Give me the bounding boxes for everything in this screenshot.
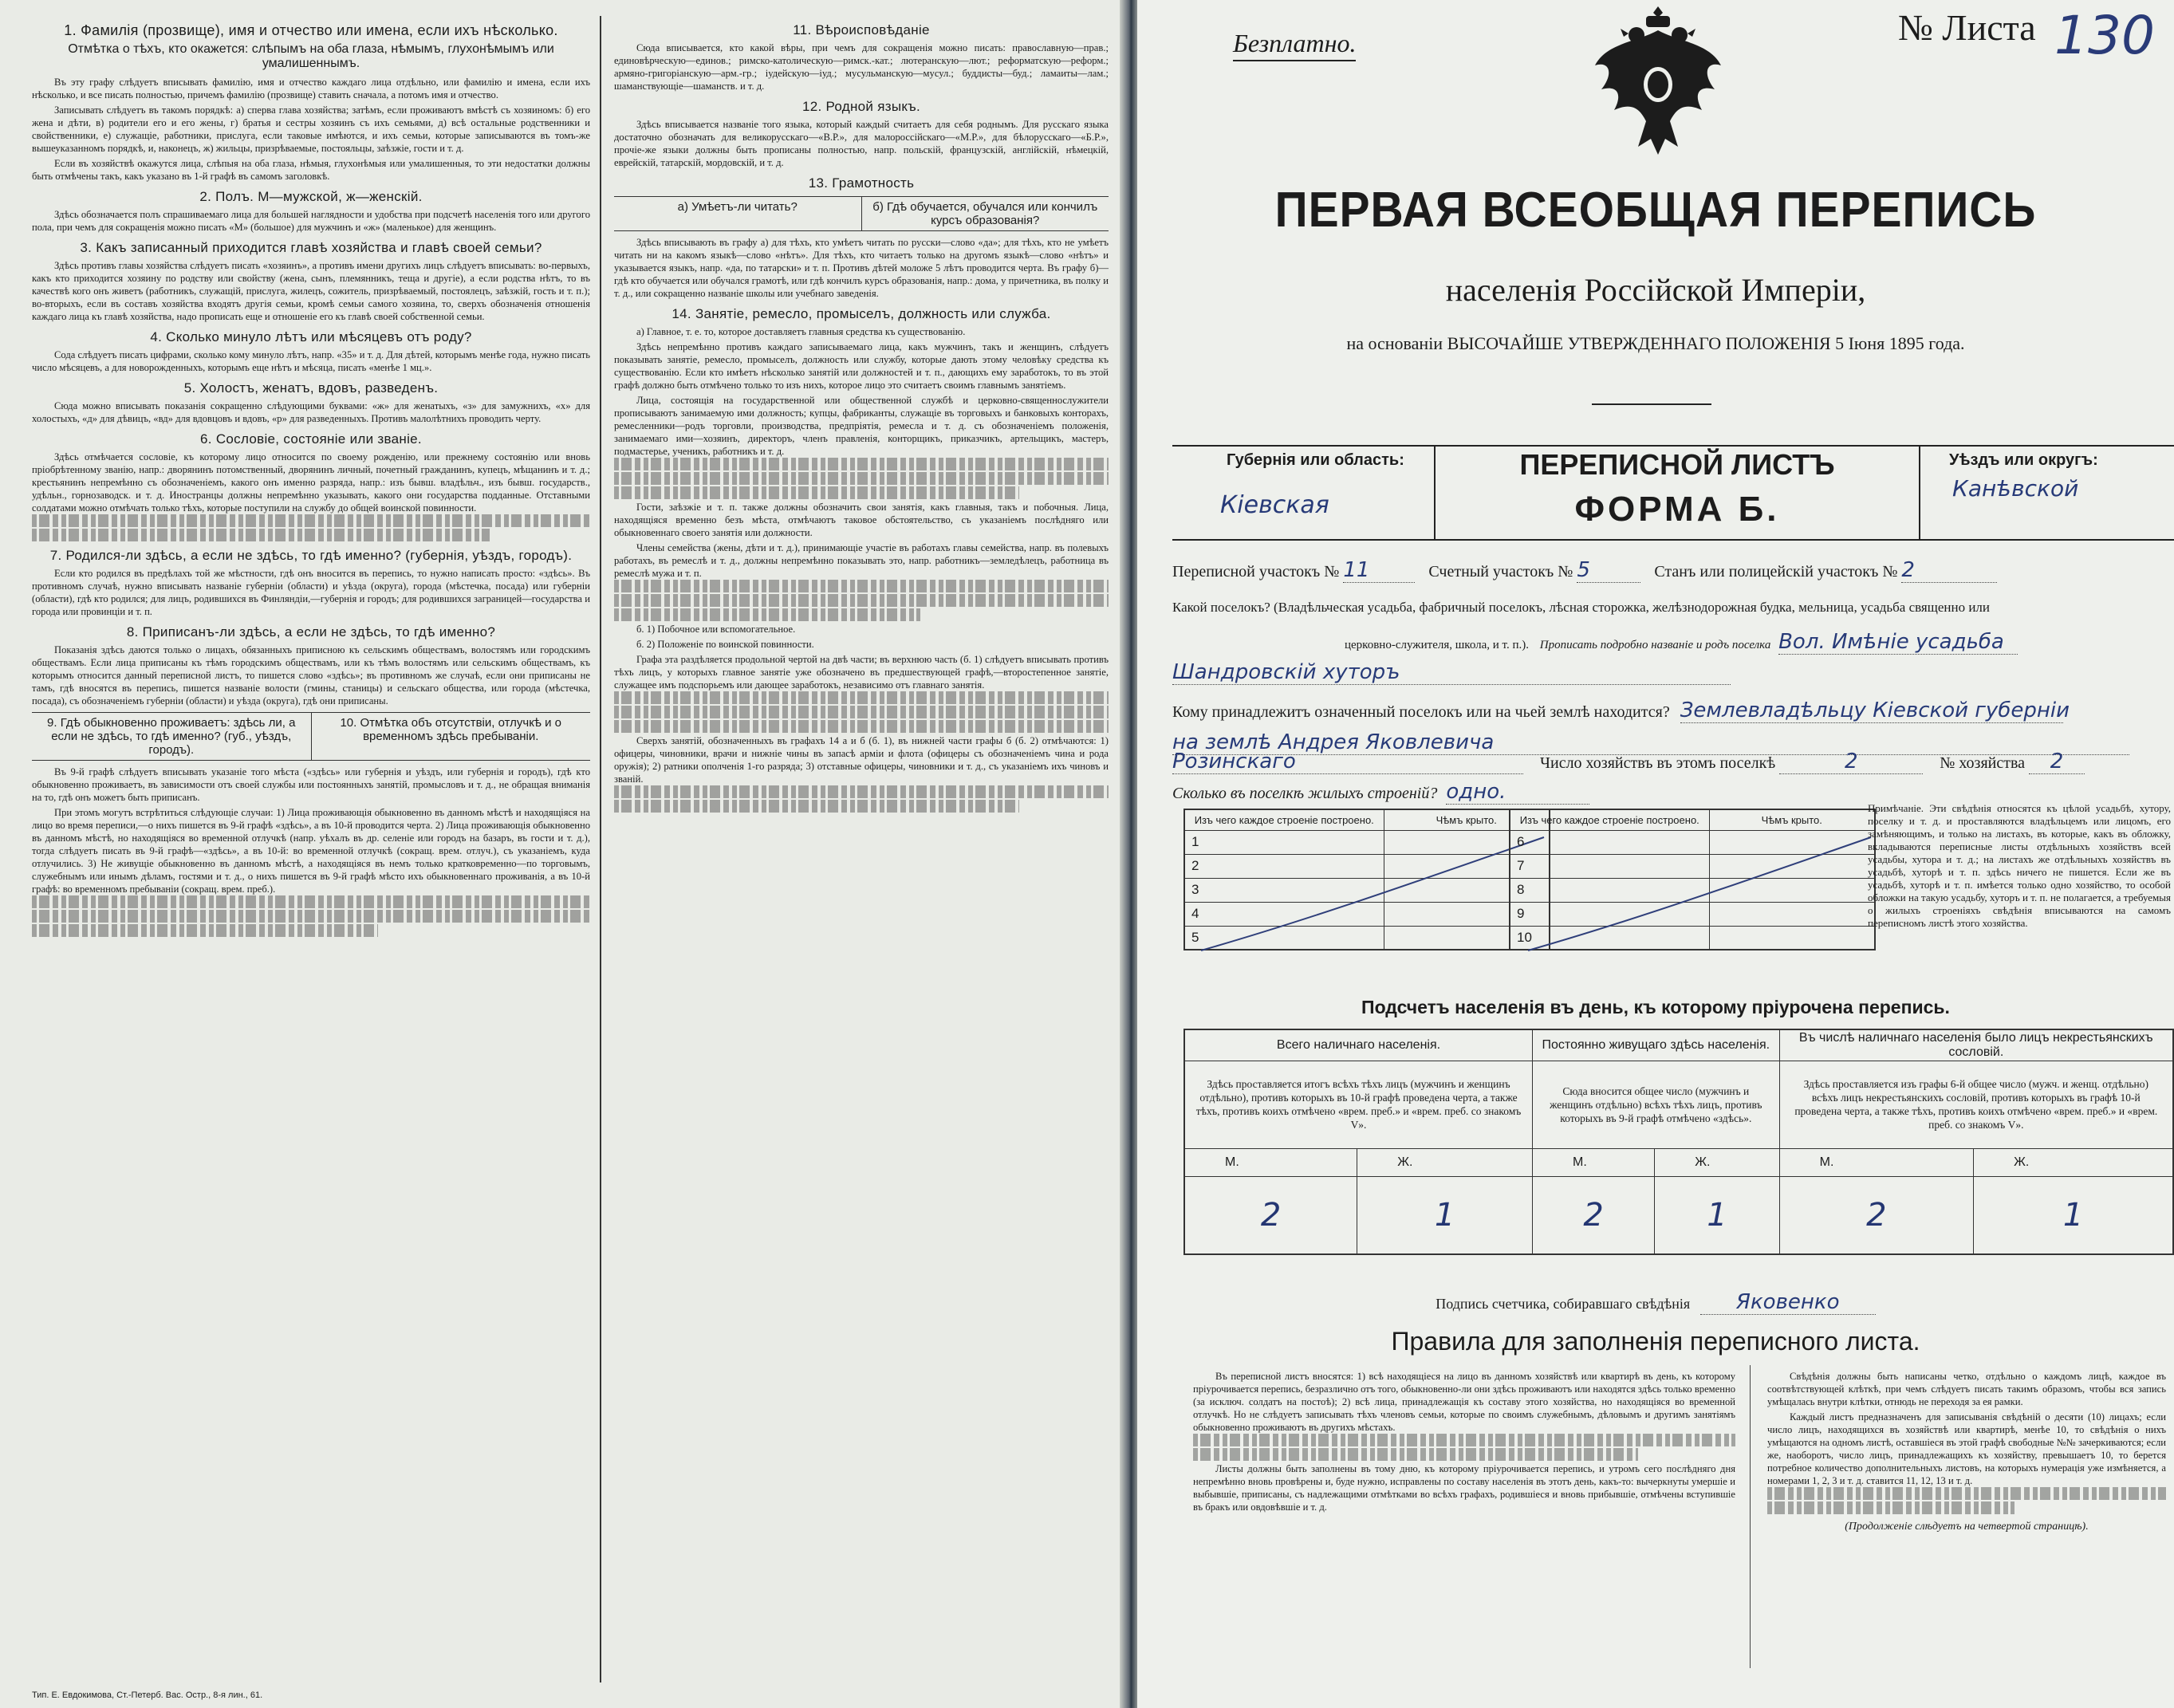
settlement-value: Вол. Имѣніе усадьба <box>1778 630 2018 655</box>
counting-district-value: 5 <box>1577 558 1640 583</box>
illegible-print-line <box>32 529 490 541</box>
section-14b-title: б. 1) Побочное или вспомогательное. <box>636 624 796 635</box>
illegible-print-line <box>614 458 1109 470</box>
section-7-text: Если кто родился въ предѣлахъ той же мѣстности, гдѣ онъ вносится въ перепись, то нужно написать просто: «здѣсь». Въ противномъ случаѣ, нужно вписывать названіе губерніи (области) и уѣзда (округа), города (мѣстечка, посада) или губерніи (области), гдѣ кто родился; для лицъ, родившихся въ Финляндіи,—губернія и городъ; для родившихся заграницей—государства и города или провинціи и т. п. <box>32 568 590 617</box>
households-value: 2 <box>1779 750 1923 774</box>
rules-column-2 <box>1767 1370 2166 1533</box>
owner-value-2: на землѣ Андрея Яковлевича <box>1172 730 2129 755</box>
buildings-column-material: Изъ чего каждое строеніе построено. <box>1184 809 1384 830</box>
stan-value: 2 <box>1901 558 1997 583</box>
section-12-title: 12. Родной языкъ. <box>801 99 921 114</box>
households-row <box>1172 750 2085 774</box>
section-12-text: Здѣсь вписывается названіе того языка, который каждый считаетъ для себя роднымъ. Для русскаго языка достаточно обозначать для великорусскаго—«В.Р.», для малороссійскаго—«М.Р.», для бѣлорусскаго—«Б.Р.», прочіе-же языки должны быть прописаны полностью, напр. польскій, французскій, англійскій, нѣмецкій, еврейскій, татарскій, мордовскій, и т. д. <box>614 119 1109 168</box>
count-group-description: Сюда вносится общее число (мужчинъ и женщинъ отдѣльно) всѣхъ тѣхъ лицъ, противъ которыхъ въ 9-й графѣ отмѣчено «здѣсь». <box>1533 1061 1780 1149</box>
male-column-label: М. <box>1779 1148 1973 1177</box>
rules-column-1 <box>1193 1370 1735 1513</box>
section-2-title: 2. Полъ. М—мужской, ж—женскій. <box>199 189 423 204</box>
illegible-print-line <box>614 580 1109 592</box>
settlement-row <box>1345 630 2018 655</box>
sub-title: населенія Россійской Имперіи, <box>1445 272 1866 308</box>
section-14-title: 14. Занятіе, ремесло, промыселъ, должность или служба. <box>671 306 1051 321</box>
sheet-number-label: № Листа <box>1898 7 2036 48</box>
form-title: ПЕРЕПИСНОЙ ЛИСТЪ <box>1519 448 1835 481</box>
enumerator-signature-row <box>1137 1290 2174 1315</box>
buildings-row-number: 9 <box>1510 902 1709 926</box>
illegible-print-line <box>614 486 1019 499</box>
count-group-title: Въ числѣ наличнаго населенія было лицъ некрестьянскихъ сословій. <box>1779 1029 2173 1061</box>
buildings-row-number: 10 <box>1510 926 1709 950</box>
district-cell <box>1919 447 2174 539</box>
male-column-label: М. <box>1533 1148 1655 1177</box>
buildings-row <box>1172 780 1589 805</box>
buildings-note: Примѣчаніе. Эти свѣдѣнія относятся къ цѣлой усадьбѣ, хутору, поселку и т. д. и проставляются владѣльцемъ или лицомъ, его замѣняющимъ, и только на листахъ, въ которые, какъ въ обложку, вкладываются переписные листы отдѣльныхъ хозяйствъ всей усадьбы, хутора и т. д.; на листахъ же отдѣльныхъ хозяйствъ въ усадьбѣ, хуторѣ и т. п. здѣсь ничего не пишется. Если же въ усадьбѣ, хуторѣ и т. п. имѣется только одно хозяйство, то особой обложки на такую усадьбу, хуторъ и т. п. не полагается, а требуемыя о жилыхъ строеніяхъ свѣдѣнія вписываются на самомъ переписномъ листѣ этого хозяйства. <box>1868 802 2171 929</box>
section-14-text: Здѣсь непремѣнно противъ каждаго записываемаго лица, какъ мужчинъ, такъ и женщинъ, слѣдуетъ показывать занятіе, ремесло, промыселъ, должность или службу, которые дають этому человѣку средства къ существованію. Если кто имѣетъ нѣсколько занятій или должностей и т. п., дающихъ ему заработокъ, то въ этой графѣ должно быть отмѣчено только то изъ нихъ, которое лицо это считаетъ своимъ главнымъ занятіемъ. <box>614 341 1109 391</box>
illegible-print-line <box>1193 1434 1735 1446</box>
rules-text: Каждый листъ предназначенъ для записыванія свѣдѣній о десяти (10) лицахъ; если число лицъ, находящихся въ хозяйствѣ или квартирѣ, менѣе 10, то свѣдѣнія о нихъ умѣщаются на одномъ листѣ, оставшіеся въ этой графѣ свободные №№ зачеркиваются; если же, наоборотъ, число лицъ, принадлежащихъ къ хозяйству, превышаетъ 10, то берется потребное количество дополнительныхъ листовъ, на которыхъ нумерація уже измѣняется, а номерами 1, 2, 3 и т. д. ставится 11, 12, 13 и т. д. <box>1767 1411 2166 1486</box>
settlement-note: Прописать подробно названіе и родъ поселка <box>1539 639 1771 651</box>
buildings-column-roof: Чѣмъ крыто. <box>1384 809 1550 830</box>
buildings-row-number: 3 <box>1184 878 1384 902</box>
section-14-text: Члены семейства (жены, дѣти и т. д.), принимающіе участіе въ работахъ главы семейства, напр. въ полевыхъ работахъ, въ ремеслѣ и т. д., должны непремѣнно показывать это, напр. работникъ—земледѣлецъ, работница въ ремеслѣ мужа и т. п. <box>614 542 1109 579</box>
signature-value: Яковенко <box>1700 1290 1876 1315</box>
count-group-description: Здѣсь проставляется итогъ всѣхъ тѣхъ лицъ (мужчинъ и женщинъ отдѣльно), противъ которыхъ въ 10-й графѣ проведена черта, а также тѣхъ, противъ коихъ отмѣчено «врем. преб.» и «врем. преб. со знакомъ V». <box>1184 1061 1533 1149</box>
section-14a-title: а) Главное, т. е. то, которое доставляетъ главныя средства къ существованію. <box>636 326 966 337</box>
section-11-text: Сюда вписывается, кто какой вѣры, при чемъ для сокращенія можно писать: православную—прав.; единовѣрческую—единов.; римско-католическую—римск.-кат.; лютеранскую—лют.; реформатскую—реформ.; армяно-григоріанскую—арм.-гр.; іудейскую—іуд.; мусульманскую—мусул.; буддисты—буд.; ламаиты—лам.; шаманствующіе—шаманств. и т. д. <box>614 42 1109 92</box>
buildings-value: одно. <box>1446 780 1589 805</box>
section-6-text: Здѣсь отмѣчается сословіе, къ которому лицо относится по своему рожденію, или прежнему состоянію или вновь пріобрѣтенному званію, напр.: дворянинъ потомственный, дворянинъ личный, почетный гражданинъ, купецъ, мѣщанинъ и т. д.; крестьянинъ непремѣнно съ обозначеніемъ, какого онъ именно разряда, напр.: изъ бывш. владѣльч., изъ бывш. государств., удѣльн., горнозаводск. и т. д. Иностранцы должны непремѣнно указывать, какого они государства подданные. Отставными солдатами можно отмѣчать только тѣхъ, которые поступили на службу до общей воинской повинности. <box>32 451 590 514</box>
section-8-title: 8. Приписанъ-ли здѣсь, а если не здѣсь, то гдѣ именно? <box>126 624 496 640</box>
female-column-label: Ж. <box>1974 1148 2173 1177</box>
section-13-title: 13. Грамотность <box>808 175 915 191</box>
province-cell <box>1172 447 1436 539</box>
illegible-print-line <box>614 608 920 621</box>
owner-value: Землевладѣльцу Кіевской губерніи <box>1680 699 2070 722</box>
settlement-label-2: церковно-служителя, школа, и т. п.). <box>1345 639 1529 651</box>
section-1-text: Записывать слѣдуетъ въ такомъ порядкѣ: а) сперва глава хозяйства; затѣмъ, если проживаютъ вмѣстѣ съ хозяиномъ: б) его жена и дѣти, в) родители его и его жены, г) братья и сестры хозяинъ съ ихъ семьями, д) всѣ остальные родственники и свойственники, е) служащіе, работники, прислуга, если таковые имѣются, и ихъ семьи, которые записываются въ томъ-же вышеуказанномъ порядкѣ, и, наконецъ, ж) жильцы, призрѣваемые, постояльцы, заѣзжіе, гости и т. д. <box>32 104 590 154</box>
illegible-print-line <box>614 785 1109 798</box>
section-1-subtitle: Отмѣтка о тѣхъ, кто окажется: слѣпымъ на оба глаза, нѣмымъ, глухонѣмымъ или умалишеннымъ. <box>68 42 554 70</box>
section-11-title: 11. Вѣроисповѣданіе <box>793 22 930 37</box>
sheet-number-value: 130 <box>2054 5 2155 66</box>
buildings-row-number: 1 <box>1184 830 1384 854</box>
household-number-value: 2 <box>2029 750 2085 774</box>
section-5-text: Сюда можно вписывать показанія сокращенно слѣдующими буквами: «ж» для женатыхъ, «з» для замужнихъ, «х» для холостыхъ, «д» для дѣвицъ, «вд» для вдовцовъ и вдовъ, «р» для разведенныхъ. Противъ малолѣтнихъ проводить черту. <box>32 400 590 424</box>
illegible-print-line <box>1767 1487 2166 1500</box>
section-13a-title: а) Умѣетъ-ли читать? <box>677 200 798 214</box>
counting-district-label: Счетный участокъ № <box>1428 563 1573 580</box>
district-label: Уѣздъ или округъ: <box>1949 451 2098 469</box>
count-value-male: 2 <box>1779 1177 1973 1254</box>
district-value: Канѣвской <box>1952 475 2079 502</box>
buildings-row-number: 4 <box>1184 902 1384 926</box>
illegible-print-line <box>614 800 1019 813</box>
section-4-title: 4. Сколько минуло лѣтъ или мѣсяцевъ отъ роду? <box>150 329 472 344</box>
count-value-male: 2 <box>1533 1177 1655 1254</box>
illegible-print-line <box>614 720 1109 733</box>
legal-basis-line: на основаніи ВЫСОЧАЙШЕ УТВЕРЖДЕННАГО ПОЛОЖЕНІЯ 5 Іюня 1895 года. <box>1346 333 1965 353</box>
owner-row <box>1172 699 2070 723</box>
section-14-text: Графа эта раздѣляется продольной чертой на двѣ части; въ верхнюю часть (б. 1) слѣдуетъ вписывать противъ тѣхъ лицъ, у которыхъ главное занятіе уже обозначено въ предшествующей графѣ,—второстепенное занятіе, служащее имъ подспорьемъ или дающее заработокъ, независимо отъ главнаго занятія. <box>614 654 1109 691</box>
form-header-box <box>1172 445 2174 541</box>
illegible-print-line <box>32 924 378 937</box>
section-14-text: Гости, заѣзжіе и т. п. также должны обозначить свои занятія, какъ главныя, такъ и побочныя. Лица, находящіяся временно безъ мѣста, отмѣчаютъ таковое обстоятельство, съ указаніемъ послѣдняго или обыкновеннаго своего занятія или должности. <box>614 502 1109 538</box>
printer-imprint: Тип. Е. Евдокимова, Ст.-Петерб. Вас. Остр., 8-я лин., 61. <box>32 1690 263 1700</box>
instructions-column-2 <box>614 16 1109 1682</box>
illegible-print-line <box>614 706 1109 718</box>
main-title: ПЕРВАЯ ВСЕОБЩАЯ ПЕРЕПИСЬ <box>1274 183 2037 238</box>
section-10-title: 10. Отмѣтка объ отсутствіи, отлучкѣ и о временномъ здѣсь пребываніи. <box>311 713 591 760</box>
section-9-10-header <box>32 712 590 761</box>
count-group-title: Постоянно живущаго здѣсь населенія. <box>1533 1029 1780 1061</box>
section-9-text: Въ 9-й графѣ слѣдуетъ вписывать указаніе того мѣста («здѣсь» или губернія и уѣздъ, или губернія и городъ), гдѣ кто обыкновенно проживаетъ, въ зависимости отъ своей службы или постоянныхъ занятій, промысловъ и т. д., не обращая вниманія на то, гдѣ онъ можетъ быть приписанъ. <box>32 766 590 803</box>
signature-label: Подпись счетчика, собиравшаго свѣдѣнія <box>1436 1296 1691 1312</box>
section-3-text: Здѣсь противъ главы хозяйства слѣдуетъ писать «хозяинъ», а противъ имени другихъ лицъ слѣдуетъ вписывать: во-первыхъ, какъ кто приходится хозяину по родству или свойству (жена, сынъ, племянникъ, теща и другіе), а если родства нѣтъ, то въ качествѣ кого онъ живетъ (работникъ, служащій, прислуга, жилецъ, сожитель, призрѣваемый, постоялецъ, заѣзжій, гость и т. п.); во-вторыхъ, если въ составъ хозяйства входятъ другія семьи, кромѣ семьи самого хозяина, то, сверхъ обозначенія отношенія каждаго лица къ главѣ хозяйства, надо прописать еще и отношеніе его къ главѣ своей собственной семьи. <box>32 260 590 322</box>
section-14-text: Лица, состоящія на государственной или общественной службѣ и церковно-священнослужители прописываютъ занимаемую ими должность; купцы, фабриканты, служащіе въ торговыхъ и банковыхъ конторахъ, ремесленники—родъ торговли, производства, предпріятія, ремесла и т. д. съ обозначеніемъ положенія, занимаемаго ими—хозяинъ, директоръ, членъ правленія, конторщикъ, приказчикъ, артельщикъ, мастеръ, подмастерье, ученикъ, работникъ и т. д. <box>614 395 1109 457</box>
section-9-title: 9. Гдѣ обыкновенно проживаетъ: здѣсь ли, а если не здѣсь, то гдѣ именно? (губ., уѣздъ, городъ). <box>47 716 296 757</box>
district-numbers-row <box>1172 558 1997 583</box>
section-1-title: 1. Фамилія (прозвище), имя и отчество или имена, если ихъ нѣсколько. <box>64 22 558 38</box>
population-count-heading: Подсчетъ населенія въ день, къ которому пріурочена перепись. <box>1361 997 1950 1017</box>
section-3-title: 3. Какъ записанный приходится главѣ хозяйства и главѣ своей семьи? <box>80 240 542 255</box>
illegible-print-line <box>1193 1448 1638 1461</box>
rules-text: Листы должны быть заполнены въ тому дню, къ которому пріурочивается перепись, и утромъ сего послѣдняго дня непремѣнно вновь провѣрены и, буде нужно, исправлены по составу населенія въ этотъ день, какъ-то: вычеркнуты умершіе и выбывшіе, приписаны, съ надлежащими отмѣтками во всѣхъ графахъ, родившіеся и вновь прибывшіе, отмѣчены вступившіе въ бракъ или овдовѣвшіе и т. д. <box>1193 1463 1735 1513</box>
section-8-text: Показанія здѣсь даются только о лицахъ, обязанныхъ приписною къ сельскимъ обществамъ, волостямъ или городскимъ обществамъ. Если лица приписаны къ тѣмъ городскимъ обществамъ, или къ тѣмъ волостямъ или сельскимъ обществамъ, къ которымъ относится данный переписной листъ, то пишется слово «здѣсь»; въ противномъ же случаѣ, если они приписаны не тамъ, гдѣ вносятся въ перепись, пишется названіе волости (гмины, станицы) и сельскаго общества, или города (мѣстечка, посада), съ обозначеніемъ губерніи (области) и уѣзда (округа), гдѣ они приписаны. <box>32 644 590 706</box>
illegible-print-line <box>614 594 1109 607</box>
female-column-label: Ж. <box>1655 1148 1779 1177</box>
household-number-label: № хозяйства <box>1940 754 2026 772</box>
illegible-print-line <box>32 514 590 527</box>
settlement-label: Какой поселокъ? (Владѣльческая усадьба, фабричный поселокъ, лѣсная сторожка, желѣзнодорожная будка, мельница, усадьба священно или <box>1172 600 1991 615</box>
buildings-cancel-stroke-left <box>1185 831 1549 958</box>
buildings-column-material: Изъ чего каждое строеніе построено. <box>1510 809 1709 830</box>
form-subtitle: ФОРМА Б. <box>1574 490 1780 529</box>
section-14-text: Сверхъ занятій, обозначенныхъ въ графахъ 14 а и б (б. 1), въ нижней части графы б (б. 2) отмѣчаются: 1) офицеры, чиновники, врачи и нижніе чины въ запасѣ арміи и флота (офицеры съ обозначеніемъ чина и рода оружія); 2) ратники ополченія 1-го разряда; 3) отставные офицеры, чиновники и т. д., съ указаніемъ ихъ чиновъ и званій. <box>614 735 1109 785</box>
section-13-subheader <box>614 196 1109 231</box>
section-2-text: Здѣсь обозначается полъ спрашиваемаго лица для большей наглядности и удобства при подсчетѣ населенія того или другого пола, при чемъ для сокращенія можно писать «М» (большое) для мужчинъ и «ж» (маленькое) для женщинъ. <box>32 209 590 233</box>
buildings-label: Сколько въ поселкѣ жилыхъ строеній? <box>1172 785 1438 802</box>
settlement-value-2: Шандровскій хуторъ <box>1172 660 1731 685</box>
count-value-female: 1 <box>1357 1177 1533 1254</box>
illegible-print-line <box>32 895 590 908</box>
stan-label: Станъ или полицейскій участокъ № <box>1654 563 1898 580</box>
buildings-column-roof: Чѣмъ крыто. <box>1709 809 1875 830</box>
buildings-cancel-stroke-right <box>1512 831 1876 958</box>
section-9-text: При этомъ могутъ встрѣтиться слѣдующіе случаи: 1) Лица проживающія обыкновенно въ данномъ мѣстѣ и находящіяся на лицо во время переписи,—о нихъ пишется въ 9-й графѣ «здѣсь», а въ 10-й проводится черта. 2) Лица проживающія обыкновенно въ данномъ мѣстѣ, но находящіяся во временной отлучкѣ (напр. уѣхалъ въ др. селеніе или городъ на базаръ, въ гости и т. д.), тогда слѣдуетъ писать въ 9-й графѣ—«здѣсь», а въ 10-й: во временной отлучкѣ (сокращ. врем. отлуч.), съ указаніемъ, куда отлучились. 3) Не живущіе обыкновенно въ данномъ мѣстѣ, а находящіяся въ немъ только кратковременно—по торговымъ, служебнымъ или инымъ дѣламъ, гостями и т. д., о нихъ пишется въ 9-й графѣ мѣсто ихъ обыкновеннаго проживанія, а въ 10-й графѣ: во временномъ пребываніи (сокращ. врем. преб.). <box>32 807 590 895</box>
count-group-title: Всего наличнаго населенія. <box>1184 1029 1533 1061</box>
section-13-text: Здѣсь вписывають въ графу а) для тѣхъ, кто умѣетъ читать по русски—слово «да»; для тѣхъ, кто не умѣетъ читать ни на какомъ языкѣ—слово «нѣтъ». Для тѣхъ, кто читаетъ только на другомъ языкѣ—слово «нѣтъ» и указывается языкъ, напр. «да, по татарски» и т. п. Противъ дѣтей моложе 5 лѣтъ проводится черта. Въ графу б)—гдѣ кто обучается или обучался грамотѣ, или гдѣ кончилъ курсъ образованія, напр.: дома, у причетника, въ полку и т. д., или сокращенно названіе школы или учебнаго заведенія. <box>614 237 1109 299</box>
female-column-label: Ж. <box>1357 1148 1533 1177</box>
count-value-female: 1 <box>1655 1177 1779 1254</box>
section-13b-title: б) Гдѣ обучается, обучался или кончилъ курсъ образованія? <box>861 197 1109 230</box>
rules-text: Въ переписной листъ вносятся: 1) всѣ находящіеся на лицо въ данномъ хозяйствѣ или квартирѣ въ день, къ которому пріурочивается перепись, безразлично отъ того, обыкновенно-ли они здѣсь проживаютъ или находятся здѣсь только временно (за исключ. солдатъ на постоѣ); 2) всѣ лица, принадлежащія къ составу этого хозяйства, но находящіяся во временной отлучкѣ. Но не слѣдуетъ записывать тѣхъ членовъ семьи, которые по своимъ служебнымъ, дѣловымъ и другимъ занятіямъ обыкновенно проживаютъ въ другихъ мѣстахъ. <box>1193 1371 1735 1433</box>
section-7-title: 7. Родился-ли здѣсь, а если не здѣсь, то гдѣ именно? (губернія, уѣздъ, городъ). <box>49 548 573 563</box>
buildings-row-number: 8 <box>1510 878 1709 902</box>
continued-note: (Продолженіе слѣдуетъ на четвертой страницѣ). <box>1845 1521 2089 1533</box>
section-5-title: 5. Холостъ, женатъ, вдовъ, разведенъ. <box>183 380 439 396</box>
double-headed-eagle-emblem <box>1590 2 1726 161</box>
census-district-label: Переписной участокъ № <box>1172 563 1340 580</box>
section-4-text: Сода слѣдуетъ писать цифрами, сколько кому минуло лѣтъ, напр. «35» и т. д. Для дѣтей, которымъ менѣе года, нужно писать число мѣсяцевъ, а для новорожденныхъ, которымъ еще нѣтъ и мѣсяца, писать «менѣе 1 мц.». <box>32 349 590 373</box>
population-count-table <box>1183 1029 2174 1255</box>
free-label: Безплатно. <box>1233 29 1356 61</box>
illegible-print-line <box>1767 1501 2014 1514</box>
province-label: Губернія или область: <box>1227 451 1404 469</box>
owner-label: Кому принадлежитъ означенный поселокъ или на чьей землѣ находится? <box>1172 703 1670 721</box>
rules-divider <box>1750 1365 1751 1668</box>
right-page-census-form <box>1137 0 2174 1708</box>
households-label: Число хозяйствъ въ этомъ поселкѣ <box>1540 754 1776 772</box>
count-value-female: 1 <box>1974 1177 2173 1254</box>
count-value-male: 2 <box>1184 1177 1357 1254</box>
male-column-label: М. <box>1184 1148 1357 1177</box>
buildings-row-number: 2 <box>1184 854 1384 878</box>
title-rule <box>1592 403 1711 405</box>
section-14c-title: б. 2) Положеніе по воинской повинности. <box>636 639 814 650</box>
rules-heading: Правила для заполненія переписного листа. <box>1391 1327 1920 1356</box>
rules-text: Свѣдѣнія должны быть написаны четко, отдѣльно о каждомъ лицѣ, каждое въ соотвѣтствующей клѣткѣ, при чемъ слѣдуетъ писать такимъ образомъ, чтобы вся запись умѣщалась внутри клѣтки, отнюдь не переходя за ея рамки. <box>1767 1371 2166 1407</box>
illegible-print-line <box>614 691 1109 704</box>
section-1-text: Въ эту графу слѣдуетъ вписывать фамилію, имя и отчество каждаго лица отдѣльно, или фамилію и имена, если ихъ нѣсколько, и все писать полностью, причемъ фамилію (прозвище) ставить сначала, а потомъ имя и отчество. <box>32 77 590 100</box>
census-district-value: 11 <box>1343 558 1415 583</box>
instructions-column-1 <box>32 16 590 1682</box>
illegible-print-line <box>614 472 1109 485</box>
buildings-row-number: 7 <box>1510 854 1709 878</box>
buildings-row-number: 6 <box>1510 830 1709 854</box>
buildings-row-number: 5 <box>1184 926 1384 950</box>
settlement-value-row-2 <box>1172 660 1731 685</box>
illegible-print-line <box>32 910 590 923</box>
count-group-description: Здѣсь проставляется изъ графы 6-й общее число (мужч. и женщ. отдѣльно) всѣхъ лицъ некрестьянскихъ сословій, противъ которыхъ въ графѣ 10-й проведена черта, а также тѣхъ, противъ коихъ отмѣчено «врем. преб.» и «врем. преб. со знакомъ V». <box>1779 1061 2173 1149</box>
province-value: Кіевская <box>1220 491 1329 519</box>
section-6-title: 6. Сословіе, состояніе или званіе. <box>200 431 422 447</box>
column-divider <box>600 16 601 1682</box>
owner-value-3: Розинскаго <box>1172 750 1523 774</box>
section-1-text: Если въ хозяйствѣ окажутся лица, слѣпыя на оба глаза, нѣмыя, глухонѣмыя или умалишенныя, то эти недостатки должны быть отмѣчены такъ, какъ указано въ 1-й графѣ въ самомъ заголовкѣ. <box>32 158 590 182</box>
